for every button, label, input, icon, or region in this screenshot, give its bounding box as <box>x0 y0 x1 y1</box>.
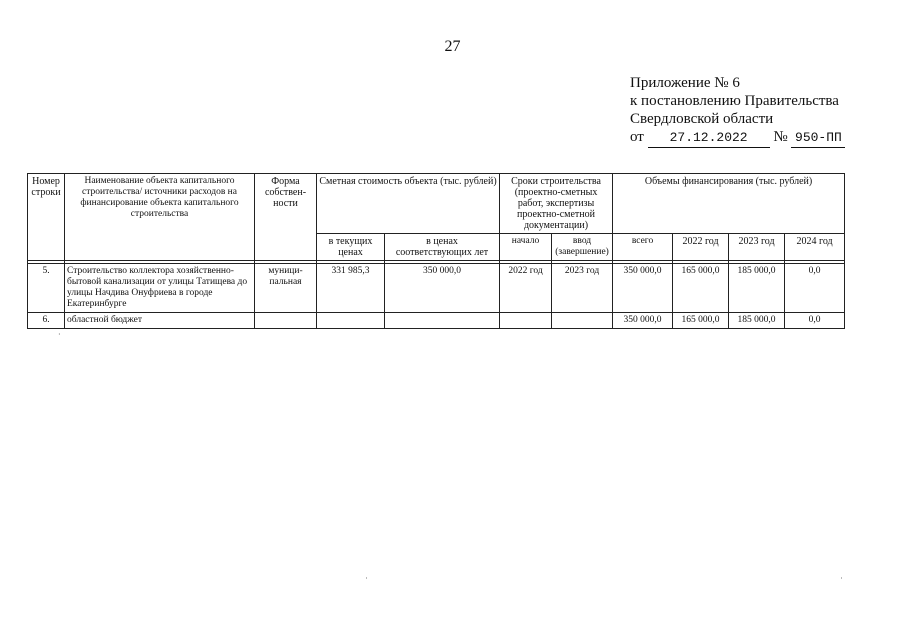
row-cost-years <box>385 313 500 329</box>
header-funding: Объемы финансирования (тыс. рублей) <box>613 174 845 234</box>
header-2023: 2023 год <box>729 234 785 261</box>
row-start: 2022 год <box>500 264 552 313</box>
row-total: 350 000,0 <box>613 264 673 313</box>
row-name: Строительство коллектора хозяйственно-бытовой канализации от улицы Татищева до улицы Начдива Онуфриева в городе Екатеринбурге <box>65 264 255 313</box>
header-2024: 2024 год <box>785 234 845 261</box>
row-2022: 165 000,0 <box>673 313 729 329</box>
row-cost-years: 350 000,0 <box>385 264 500 313</box>
row-completion <box>552 313 613 329</box>
row-name: областной бюджет <box>65 313 255 329</box>
row-2023: 185 000,0 <box>729 264 785 313</box>
row-ownership: муници-пальная <box>255 264 317 313</box>
header-completion: ввод (завершение) <box>552 234 613 261</box>
row-number: 5. <box>28 264 65 313</box>
appendix-resolution: к постановлению Правительства <box>630 93 839 109</box>
appendix-title: Приложение № 6 <box>630 75 740 91</box>
number-label: № <box>773 129 788 145</box>
appendix-region: Свердловской области <box>630 111 774 127</box>
header-cost-current: в текущих ценах <box>317 234 385 261</box>
header-name: Наименование объекта капитального строительства/ источники расходов на финансирование объекта капитального строительства <box>65 174 255 261</box>
header-estimated-cost: Сметная стоимость объекта (тыс. рублей) <box>317 174 500 234</box>
row-cost-current <box>317 313 385 329</box>
row-2022: 165 000,0 <box>673 264 729 313</box>
scan-speck <box>366 577 367 579</box>
header-row-number: Номер строки <box>28 174 65 261</box>
header-construction-terms: Сроки строительства (проектно-сметных работ, экспертизы проектно-сметной документации) <box>500 174 613 234</box>
row-total: 350 000,0 <box>613 313 673 329</box>
table-row <box>28 313 845 329</box>
row-2023: 185 000,0 <box>729 313 785 329</box>
row-cost-current: 331 985,3 <box>317 264 385 313</box>
header-ownership: Форма собствен-ности <box>255 174 317 261</box>
table-row <box>28 264 845 313</box>
resolution-date: 27.12.2022 <box>648 129 770 148</box>
header-total: всего <box>613 234 673 261</box>
header-2022: 2022 год <box>673 234 729 261</box>
financing-table <box>27 173 845 329</box>
header-start: начало <box>500 234 552 261</box>
row-start <box>500 313 552 329</box>
header-row-1 <box>28 174 845 234</box>
scan-speck <box>841 577 842 579</box>
from-label: от <box>630 129 644 145</box>
scan-dot: · <box>58 330 61 339</box>
row-completion: 2023 год <box>552 264 613 313</box>
row-ownership <box>255 313 317 329</box>
row-number: 6. <box>28 313 65 329</box>
page-number: 27 <box>444 38 461 55</box>
appendix-date-line <box>630 128 845 148</box>
row-2024: 0,0 <box>785 313 845 329</box>
resolution-number: 950-ПП <box>791 129 845 148</box>
row-2024: 0,0 <box>785 264 845 313</box>
appendix-block <box>630 74 845 148</box>
header-cost-years: в ценах соответствующих лет <box>385 234 500 261</box>
